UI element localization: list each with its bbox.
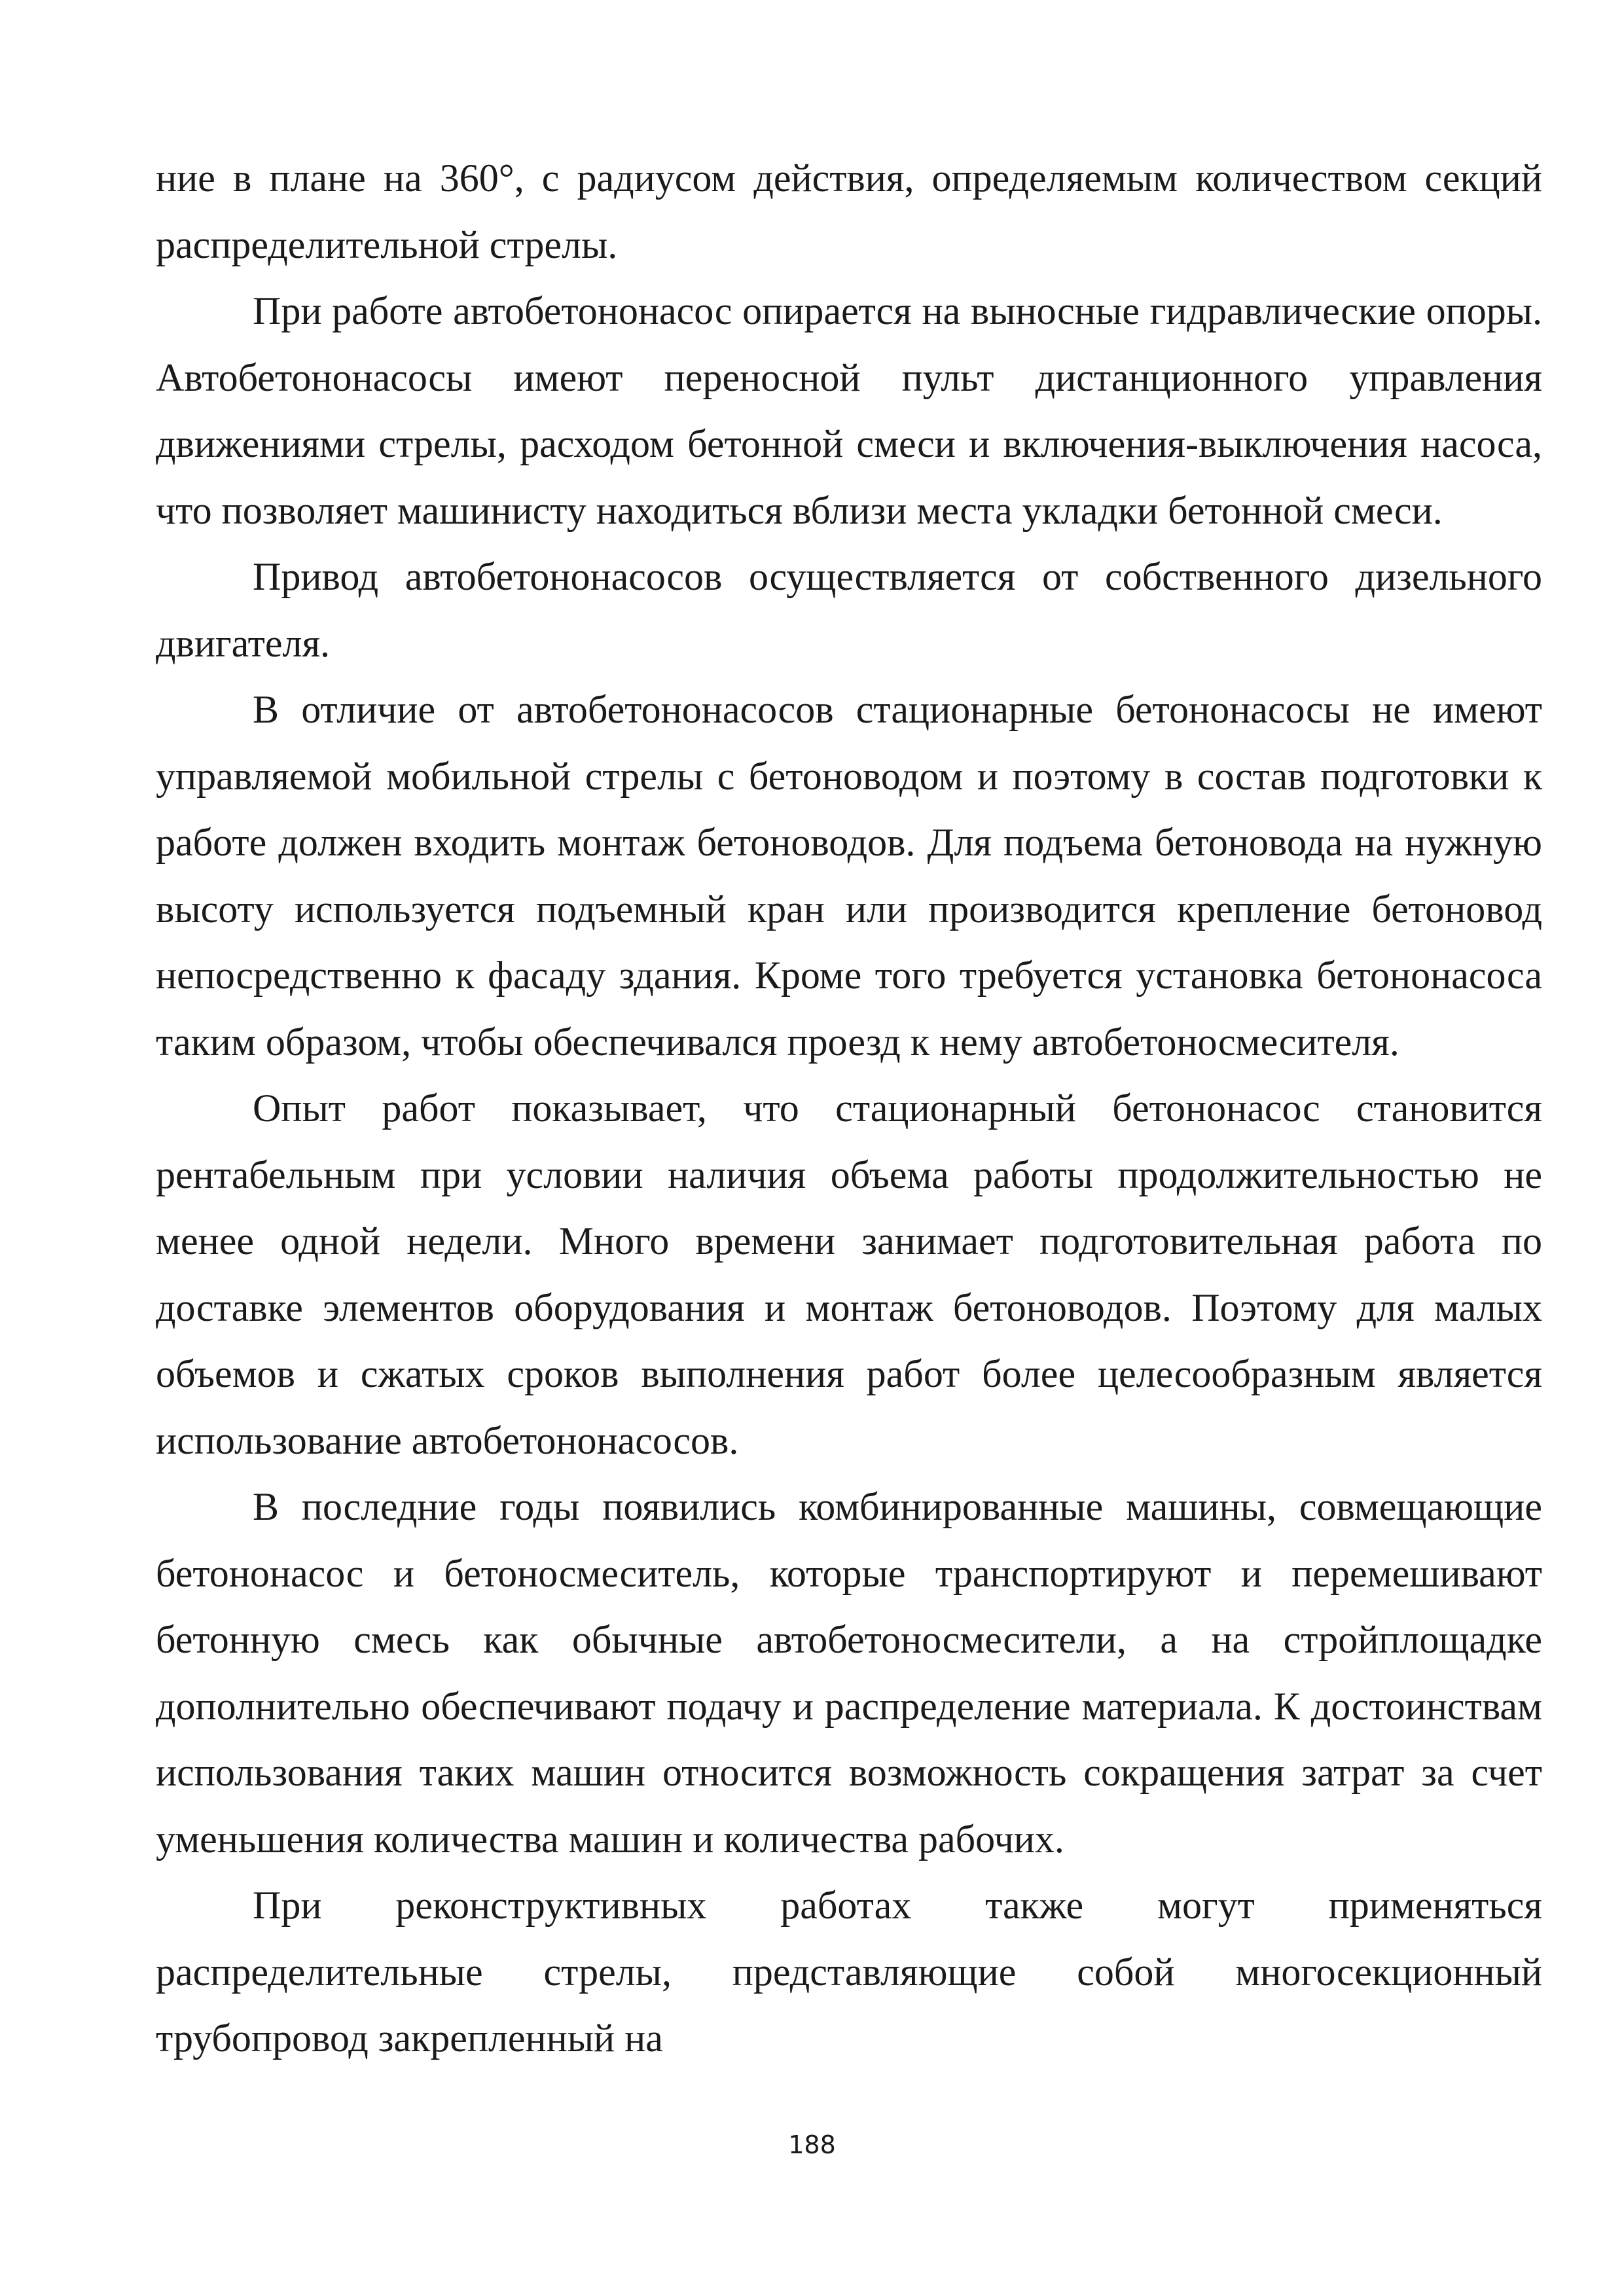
paragraph-2: При работе автобетононасос опирается на выносные гидравлические опоры. Автобетононасосы имеют переносной пульт дистанционного управления движениями стрелы, расходом бетонной смеси и включения-выключения насоса, что позволяет машинисту находиться вблизи места укладки бетонной смеси. xyxy=(156,289,1542,532)
paragraph-1: ние в плане на 360°, с радиусом действия, определяемым количеством секций распределительной стрелы. xyxy=(156,156,1542,266)
page-number: 188 xyxy=(788,2130,836,2159)
paragraph-3: Привод автобетононасосов осуществляется от собственного дизельного двигателя. xyxy=(156,555,1542,665)
paragraph-4: В отличие от автобетононасосов стационарные бетононасосы не имеют управляемой мобильной стрелы с бетоноводом и поэтому в состав подготовки к работе должен входить монтаж бетоноводов. Для подъема бетоновода на нужную высоту используется подъемный кран или производится крепление бетоновод непосредственно к фасаду здания. Кроме того требуется установка бетононасоса таким образом, чтобы обеспечивался проезд к нему автобетоносмесителя. xyxy=(156,688,1542,1064)
paragraph-5: Опыт работ показывает, что стационарный бетононасос становится рентабельным при условии наличия объема работы продолжительностью не менее одной недели. Много времени занимает подготовительная работа по доставке элементов оборудования и монтаж бетоноводов. Поэтому для малых объемов и сжатых сроков выполнения работ более целесообразным является использование автобетононасосов. xyxy=(156,1086,1542,1462)
paragraph-7: При реконструктивных работах также могут применяться распределительные стрелы, представляющие собой многосекционный трубопровод закрепленный на xyxy=(156,1884,1542,2060)
body-text xyxy=(156,145,1542,2072)
paragraph-6: В последние годы появились комбинированные машины, совмещающие бетононасос и бетоносмеситель, которые транспортируют и перемешивают бетонную смесь как обычные автобетоносмесители, а на стройплощадке дополнительно обеспечивают подачу и распределение материала. К достоинствам использования таких машин относится возможность сокращения затрат за счет уменьшения количества машин и количества рабочих. xyxy=(156,1485,1542,1861)
